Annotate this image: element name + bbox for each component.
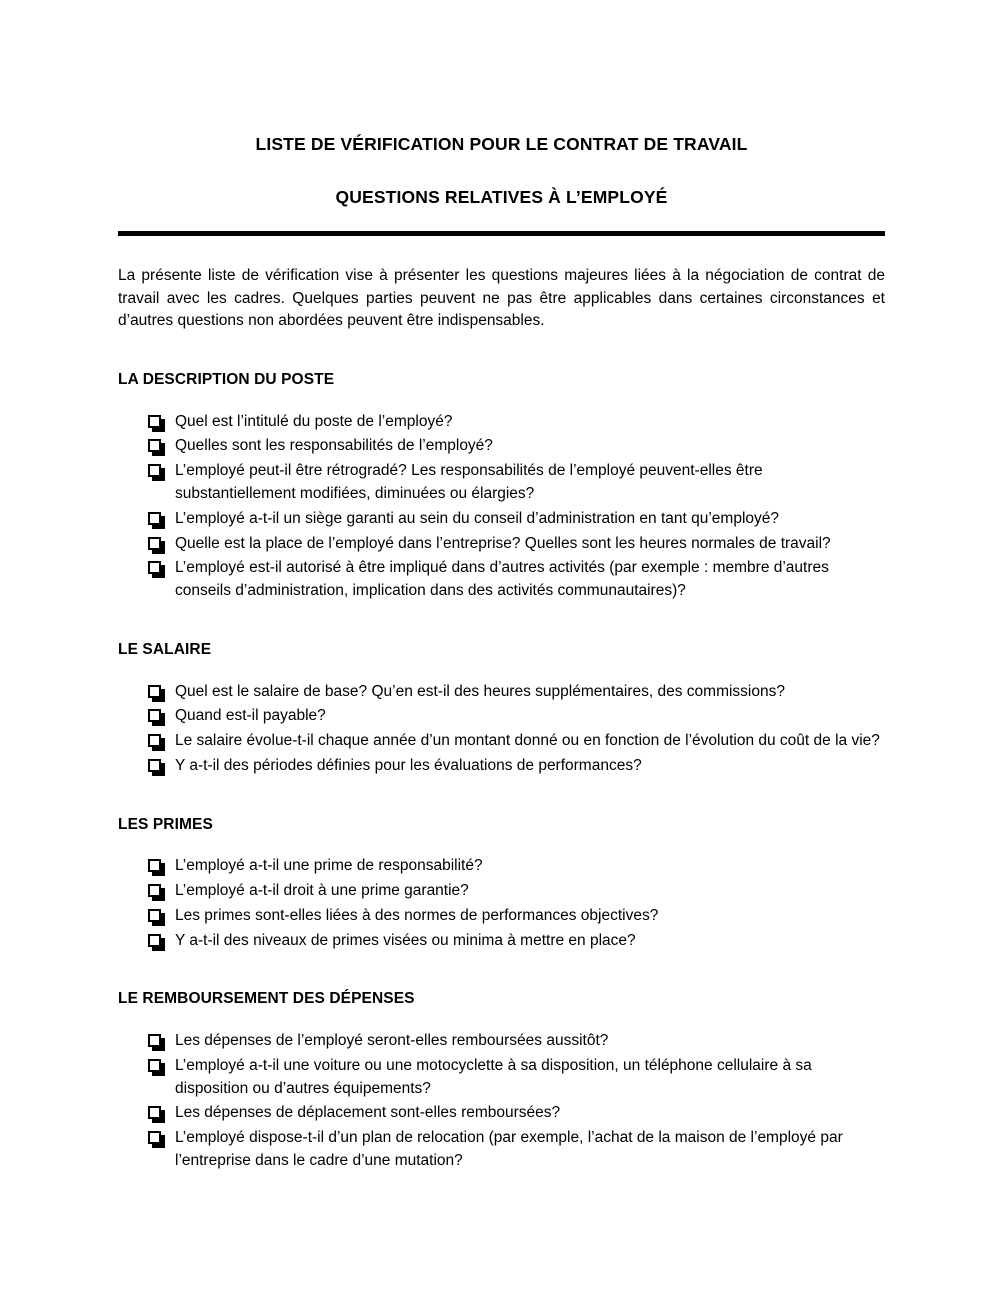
empty-checkbox-icon[interactable] (148, 934, 161, 947)
empty-checkbox-icon[interactable] (148, 561, 161, 574)
checklist-item-label: Y a-t-il des périodes définies pour les évaluations de performances? (175, 756, 642, 774)
section-heading: LES PRIMES (118, 815, 213, 833)
section-heading: LA DESCRIPTION DU POSTE (118, 371, 335, 389)
checklist-item-label: Quel est l’intitulé du poste de l’employé? (175, 412, 453, 430)
checklist-item-label: L’employé dispose-t-il d’un plan de relocation (par exemple, l’achat de la maison de l’employé par l’entreprise dans le cadre d’une mutation? (175, 1129, 843, 1169)
checklist-item-label: Quelle est la place de l’employé dans l’entreprise? Quelles sont les heures normales de travail? (175, 534, 831, 552)
checklist-item[interactable] (118, 880, 885, 903)
section-les-primes (118, 816, 885, 953)
checklist-item-label: L’employé est-il autorisé à être impliqué dans d’autres activités (par exemple : membre d’autres conseils d’administration, implication dans des activités communautaires)? (175, 559, 829, 600)
checklist-item-label: Y a-t-il des niveaux de primes visées ou minima à mettre en place? (175, 931, 636, 949)
checklist-item-label: L’employé a-t-il une voiture ou une motocyclette à sa disposition, un téléphone cellulaire à sa disposition ou d’autres équipements? (175, 1056, 812, 1097)
checklist-item[interactable] (118, 755, 885, 778)
checklist-item[interactable] (118, 435, 885, 458)
intro-paragraph: La présente liste de vérification vise à présenter les questions majeures liées à la négociation de contrat de travail avec les cadres. Quelques parties peuvent ne pas être applicables dans certaines circonstances et d’autres questions non abordées peuvent être indispensables. (118, 266, 885, 330)
checklist-item[interactable] (118, 930, 885, 953)
checklist-item[interactable] (118, 681, 885, 704)
empty-checkbox-icon[interactable] (148, 415, 161, 428)
page-title: LISTE DE VÉRIFICATION POUR LE CONTRAT DE TRAVAIL (255, 134, 748, 154)
checklist-item-label: L’employé a-t-il droit à une prime garantie? (175, 882, 469, 900)
empty-checkbox-icon[interactable] (148, 439, 161, 452)
checklist-item[interactable] (118, 1127, 885, 1173)
empty-checkbox-icon[interactable] (148, 1131, 161, 1144)
empty-checkbox-icon[interactable] (148, 537, 161, 550)
header-divider (118, 231, 885, 236)
section-le-remboursement-des-depenses (118, 990, 885, 1172)
checklist-item-label: Les dépenses de l’employé seront-elles remboursées aussitôt? (175, 1031, 609, 1049)
checklist-item[interactable] (118, 1102, 885, 1125)
checklist (118, 681, 885, 778)
checklist-item[interactable] (118, 557, 885, 603)
checklist-item-label: Quand est-il payable? (175, 707, 326, 725)
checklist (118, 855, 885, 952)
checklist-item[interactable] (118, 1055, 885, 1101)
empty-checkbox-icon[interactable] (148, 685, 161, 698)
section-le-salaire (118, 641, 885, 778)
page-subtitle: QUESTIONS RELATIVES À L’EMPLOYÉ (335, 186, 668, 207)
checklist-item[interactable] (118, 533, 885, 556)
checklist-item-label: Quelles sont les responsabilités de l’employé? (175, 437, 493, 455)
empty-checkbox-icon[interactable] (148, 884, 161, 897)
checklist-item-label: L’employé a-t-il un siège garanti au sein du conseil d’administration en tant qu’employé? (175, 509, 780, 527)
section-la-description-du-poste (118, 371, 885, 603)
empty-checkbox-icon[interactable] (148, 464, 161, 477)
empty-checkbox-icon[interactable] (148, 1034, 161, 1047)
checklist-item-label: Quel est le salaire de base? Qu’en est-il des heures supplémentaires, des commissions? (175, 682, 785, 700)
checklist-item-label: L’employé a-t-il une prime de responsabilité? (175, 857, 483, 875)
document-content (118, 0, 885, 1175)
empty-checkbox-icon[interactable] (148, 734, 161, 747)
empty-checkbox-icon[interactable] (148, 859, 161, 872)
empty-checkbox-icon[interactable] (148, 709, 161, 722)
empty-checkbox-icon[interactable] (148, 1059, 161, 1072)
checklist-item-label: L’employé peut-il être rétrogradé? Les responsabilités de l’employé peuvent-elles être substantiellement modifiées, diminuées ou élargies? (175, 462, 763, 503)
checklist-item-label: Le salaire évolue-t-il chaque année d’un montant donné ou en fonction de l’évolution du coût de la vie? (175, 732, 880, 750)
checklist-item[interactable] (118, 1030, 885, 1053)
checklist-item-label: Les primes sont-elles liées à des normes de performances objectives? (175, 906, 659, 924)
checklist (118, 1030, 885, 1173)
empty-checkbox-icon[interactable] (148, 512, 161, 525)
title-block (118, 0, 885, 209)
checklist-item[interactable] (118, 730, 885, 753)
checklist-item[interactable] (118, 855, 885, 878)
checklist-item-label: Les dépenses de déplacement sont-elles remboursées? (175, 1104, 561, 1122)
section-heading: LE SALAIRE (118, 640, 212, 658)
checklist-item[interactable] (118, 705, 885, 728)
checklist-item[interactable] (118, 411, 885, 434)
empty-checkbox-icon[interactable] (148, 909, 161, 922)
checklist-item[interactable] (118, 905, 885, 928)
checklist (118, 411, 885, 603)
section-heading: LE REMBOURSEMENT DES DÉPENSES (118, 990, 415, 1008)
empty-checkbox-icon[interactable] (148, 1106, 161, 1119)
checklist-item[interactable] (118, 508, 885, 531)
empty-checkbox-icon[interactable] (148, 759, 161, 772)
checklist-item[interactable] (118, 460, 885, 506)
